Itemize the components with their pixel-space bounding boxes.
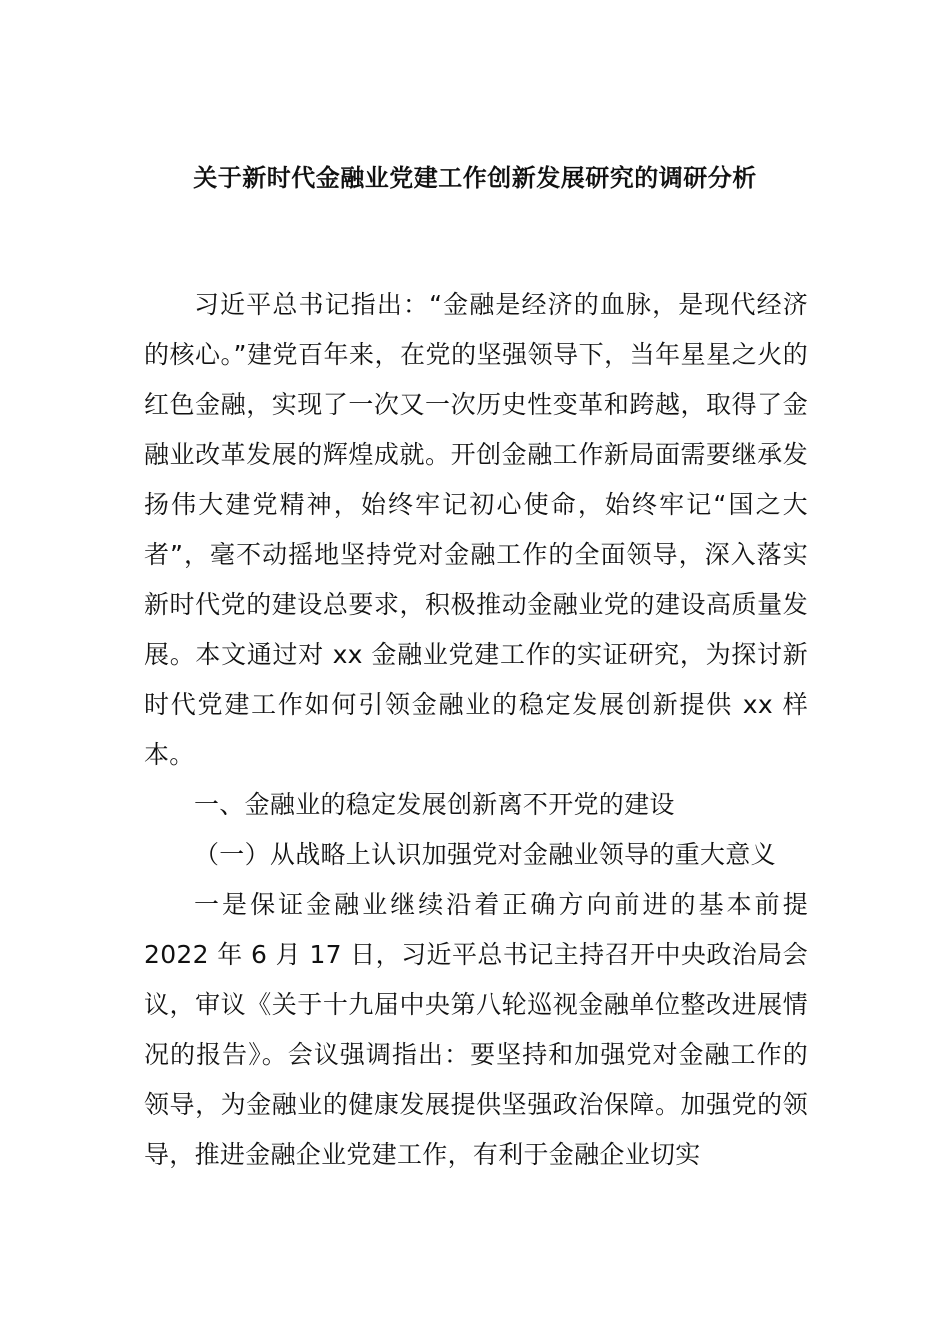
section-heading-1: 一、金融业的稳定发展创新离不开党的建设 bbox=[194, 790, 675, 819]
document-body bbox=[144, 280, 808, 1180]
document-title: 关于新时代金融业党建工作创新发展研究的调研分析 bbox=[193, 164, 757, 192]
subsection-heading-1: （一）从战略上认识加强党对金融业领导的重大意义 bbox=[194, 840, 776, 869]
body-paragraph-intro: 习近平总书记指出：“金融是经济的血脉，是现代经济的核心。”建党百年来，在党的坚强领导下，当年星星之火的红色金融，实现了一次又一次历史性变革和跨越，取得了金融业改革发展的辉煌成就。开创金融工作新局面需要继承发扬伟大建党精神，始终牢记初心使命，始终牢记“国之大者”，毫不动摇地坚持党对金融工作的全面领导，深入落实新时代党的建设总要求，积极推动金融业党的建设高质量发展。本文通过对 xx 金融业党建工作的实证研究，为探讨新时代党建工作如何引领金融业的稳定发展创新提供 xx 样本。 bbox=[144, 290, 808, 769]
body-paragraph-point-1: 一是保证金融业继续沿着正确方向前进的基本前提2022 年 6 月 17 日，习近平总书记主持召开中央政治局会议，审议《关于十九届中央第八轮巡视金融单位整改进展情况的报告》。会议强调指出：要坚持和加强党对金融工作的领导，为金融业的健康发展提供坚强政治保障。加强党的领导，推进金融企业党建工作，有利于金融企业切实 bbox=[144, 890, 808, 1169]
